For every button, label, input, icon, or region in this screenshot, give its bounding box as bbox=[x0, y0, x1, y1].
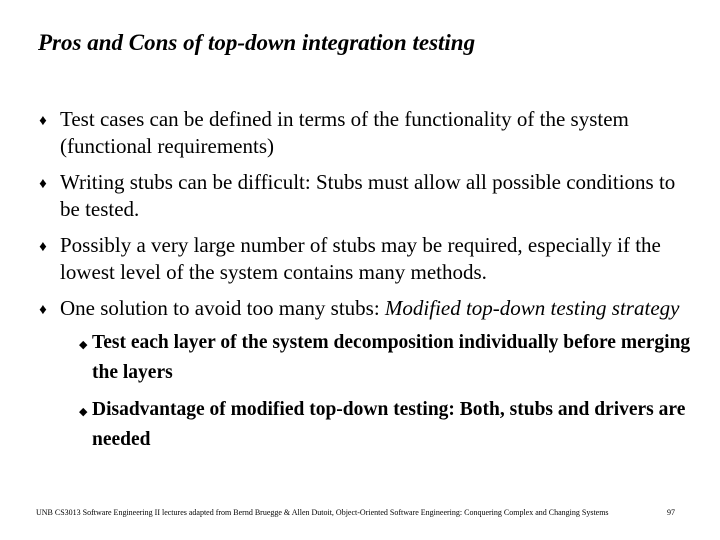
diamond-bullet-icon: ♦ bbox=[39, 302, 47, 318]
sub-bullet-text: Disadvantage of modified top-down testing: Both, stubs and drivers are needed bbox=[92, 399, 686, 450]
sub-bullet-item bbox=[77, 395, 702, 455]
bullet-item bbox=[36, 106, 686, 160]
bullet-text: Writing stubs can be difficult: Stubs must allow all possible conditions to be tested. bbox=[60, 170, 676, 221]
bullet-text: Test cases can be defined in terms of the functionality of the system (functional requirements) bbox=[60, 107, 629, 158]
diamond-bullet-icon: ♦ bbox=[39, 113, 47, 129]
bullet-list bbox=[36, 106, 691, 455]
diamond-bullet-icon: ♦ bbox=[39, 176, 47, 192]
sub-bullet-icon: ◆ bbox=[79, 339, 88, 351]
sub-bullet-text: Test each layer of the system decomposition individually before merging the layers bbox=[92, 332, 691, 383]
sub-bullet-item bbox=[77, 328, 702, 388]
diamond-bullet-icon: ♦ bbox=[39, 239, 47, 255]
bullet-emphasis: Modified top-down testing strategy bbox=[384, 296, 680, 320]
bullet-item bbox=[36, 169, 686, 223]
bullet-item bbox=[36, 232, 686, 286]
bullet-text: One solution to avoid too many stubs: bbox=[60, 296, 385, 320]
slide-title: Pros and Cons of top-down integration testing bbox=[38, 30, 476, 55]
bullet-text: Possibly a very large number of stubs may be required, especially if the lowest level of the system contains many methods. bbox=[60, 233, 661, 284]
sub-bullet-icon: ◆ bbox=[79, 406, 88, 418]
page-number: 97 bbox=[667, 508, 675, 517]
slide-footer: UNB CS3013 Software Engineering II lectures adapted from Bernd Bruegge & Allen Dutoit, Object-Oriented Software Engineering: Conquering Complex and Changing Systems bbox=[36, 508, 609, 517]
bullet-item bbox=[36, 295, 691, 455]
